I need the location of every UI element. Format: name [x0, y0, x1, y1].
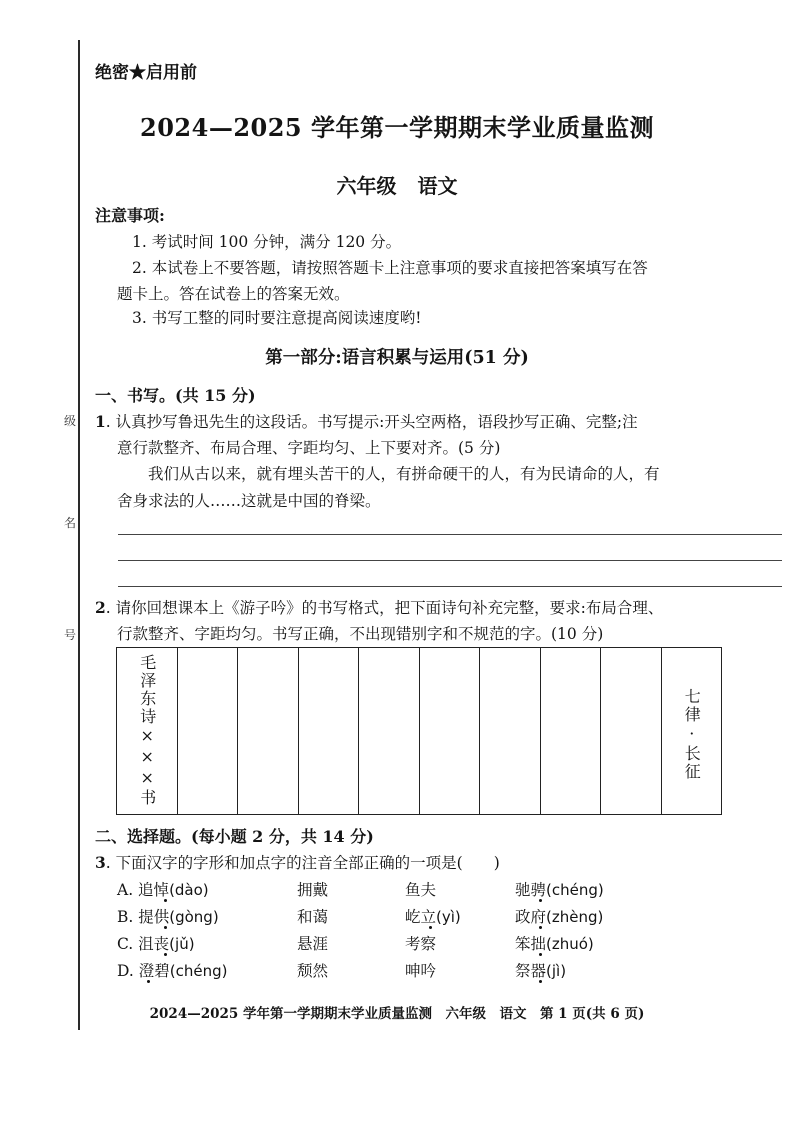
- emphasis-dot: [539, 980, 542, 983]
- q1-passage-line1: 我们从古以来，就有埋头苦干的人，有拼命硬干的人，有为民请命的人，有: [148, 465, 660, 483]
- notice-item-2: 2. 本试卷上不要答题，请按照答题卡上注意事项的要求直接把答案填写在答: [132, 259, 648, 277]
- emphasis-dot: [539, 899, 542, 902]
- secret-label: 绝密★启用前: [95, 63, 197, 83]
- option-b-word3-text: 屹立: [405, 908, 437, 926]
- q2-prompt-line1: [95, 596, 663, 618]
- notice-item-1: 1. 考试时间 100 分钟，满分 120 分。: [132, 233, 402, 251]
- option-a-pinyin1: (dào): [169, 881, 209, 899]
- grid-column-author: [117, 648, 178, 815]
- option-d-word4: [515, 959, 566, 981]
- option-d-word3: 呻吟: [405, 962, 437, 980]
- section2-heading: 二、选择题。(每小题 2 分，共 14 分): [95, 827, 374, 846]
- option-c[interactable]: [117, 932, 195, 954]
- q2-prompt-line2: 行款整齐、字距均匀。书写正确，不出现错别字和不规范的字。(10 分): [117, 625, 604, 643]
- answer-line-1[interactable]: [118, 534, 782, 535]
- option-c-word4: [515, 932, 594, 954]
- option-b-word4: [515, 905, 603, 927]
- margin-mark-number: 号: [64, 628, 77, 642]
- option-b-pinyin1: (gòng): [169, 908, 219, 926]
- option-b-pinyin3: (yì): [436, 908, 461, 926]
- q3-text: . 下面汉字的字形和加点字的注音全部正确的一项是( ): [105, 854, 500, 872]
- option-b-pinyin4: (zhèng): [546, 908, 604, 926]
- q1-number: 1: [95, 412, 106, 431]
- option-a-word1: A. 追悼: [117, 881, 170, 899]
- option-c-word1: C. 沮丧: [117, 935, 170, 953]
- option-d-pinyin4: (jì): [546, 962, 567, 980]
- option-b-word1: B. 提供: [117, 908, 170, 926]
- grid-column-blank[interactable]: [298, 648, 359, 815]
- option-b[interactable]: [117, 905, 219, 927]
- grid-column-blank[interactable]: [601, 648, 662, 815]
- grid-column-title: [661, 648, 722, 815]
- option-a-word4: [515, 878, 604, 900]
- option-b-word3: [405, 905, 461, 927]
- q1-text-line1: . 认真抄写鲁迅先生的这段话。书写提示:开头空两格，语段抄写正确、完整;注: [105, 413, 638, 431]
- option-d-word4-text: 祭器: [515, 962, 547, 980]
- option-c-pinyin4: (zhuó): [546, 935, 594, 953]
- margin-mark-name: 名: [64, 516, 77, 530]
- option-c-word3: 考察: [405, 935, 437, 953]
- emphasis-dot: [147, 980, 150, 983]
- q1-prompt-line1: [95, 410, 638, 432]
- emphasis-dot: [539, 953, 542, 956]
- poem-writing-grid: [116, 647, 722, 815]
- q3-prompt: [95, 851, 500, 873]
- emphasis-dot: [164, 926, 167, 929]
- q2-text-line1: . 请你回想课本上《游子吟》的书写格式，把下面诗句补充完整，要求:布局合理、: [105, 599, 664, 617]
- notice-item-3: 3. 书写工整的同时要注意提高阅读速度哟!: [132, 309, 422, 327]
- option-b-word4-text: 政府: [515, 908, 547, 926]
- margin-mark-class: 级: [64, 414, 77, 428]
- grid-column-blank[interactable]: [177, 648, 238, 815]
- option-d-pinyin1: (chéng): [169, 962, 228, 980]
- option-a-word3: 鱼夫: [405, 881, 437, 899]
- grid-column-blank[interactable]: [540, 648, 601, 815]
- emphasis-dot: [429, 926, 432, 929]
- option-b-word2: 和蔼: [297, 908, 329, 926]
- grid-column-blank[interactable]: [419, 648, 480, 815]
- option-c-word4-text: 笨拙: [515, 935, 547, 953]
- notice-heading: 注意事项:: [95, 206, 165, 225]
- option-a-pinyin4: (chéng): [546, 881, 604, 899]
- page-footer: 2024—2025 学年第一学期期末学业质量监测 六年级 语文 第 1 页(共 6 页): [149, 1006, 645, 1022]
- option-c-word2: 悬涯: [297, 935, 329, 953]
- option-a-word2: 拥戴: [297, 881, 329, 899]
- option-d-word2: 颓然: [297, 962, 329, 980]
- option-c-pinyin1: (jǔ): [169, 935, 195, 953]
- option-a[interactable]: [117, 878, 209, 900]
- option-d[interactable]: [117, 959, 227, 981]
- emphasis-dot: [164, 953, 167, 956]
- exam-subtitle: 六年级 语文: [336, 174, 458, 198]
- exam-title: 2024—2025 学年第一学期期末学业质量监测: [140, 113, 654, 142]
- q1-passage-line2: 舍身求法的人……这就是中国的脊梁。: [117, 492, 381, 510]
- grid-title-text: 七律·长征: [682, 688, 702, 781]
- q2-number: 2: [95, 598, 106, 617]
- grid-author-text: 毛泽东诗×××书: [137, 654, 157, 807]
- notice-item-2-cont: 题卡上。答在试卷上的答案无效。: [117, 285, 350, 303]
- part1-heading: 第一部分:语言积累与运用(51 分): [265, 348, 529, 368]
- grid-column-blank[interactable]: [238, 648, 299, 815]
- answer-line-3[interactable]: [118, 586, 782, 587]
- q1-prompt-line2: 意行款整齐、布局合理、字距均匀、上下要对齐。(5 分): [117, 439, 501, 457]
- section1-heading: 一、书写。(共 15 分): [95, 386, 256, 405]
- option-d-word1: D. 澄碧: [117, 962, 170, 980]
- emphasis-dot: [164, 899, 167, 902]
- grid-column-blank[interactable]: [480, 648, 541, 815]
- option-a-word4-text: 驰骋: [515, 881, 547, 899]
- q3-number: 3: [95, 853, 106, 872]
- grid-column-blank[interactable]: [359, 648, 420, 815]
- emphasis-dot: [539, 926, 542, 929]
- answer-line-2[interactable]: [118, 560, 782, 561]
